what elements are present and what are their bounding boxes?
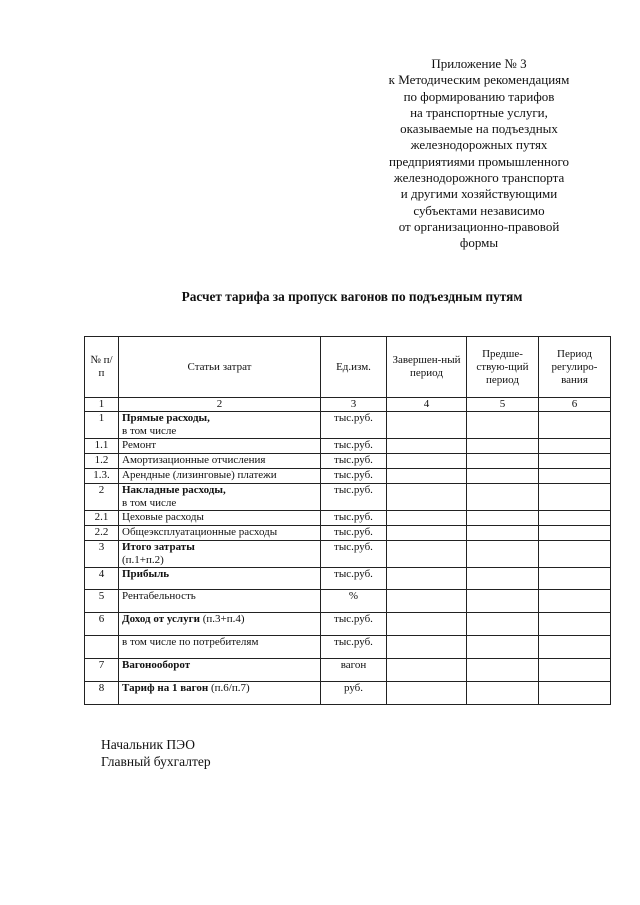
value-cell[interactable] bbox=[387, 526, 467, 541]
row-unit: вагон bbox=[321, 659, 387, 682]
row-unit: руб. bbox=[321, 682, 387, 705]
row-unit: тыс.руб. bbox=[321, 526, 387, 541]
value-cell[interactable] bbox=[539, 682, 611, 705]
value-cell[interactable] bbox=[387, 541, 467, 568]
row-num: 1 bbox=[85, 412, 119, 439]
column-number: 3 bbox=[321, 398, 387, 412]
row-item bbox=[119, 613, 321, 636]
value-cell[interactable] bbox=[387, 439, 467, 454]
row-item bbox=[119, 484, 321, 511]
value-cell[interactable] bbox=[467, 526, 539, 541]
document-title: Расчет тарифа за пропуск вагонов по подъездным путям bbox=[181, 289, 523, 304]
value-cell[interactable] bbox=[467, 659, 539, 682]
value-cell[interactable] bbox=[467, 636, 539, 659]
row-unit: тыс.руб. bbox=[321, 454, 387, 469]
row-item-sub: в том числе bbox=[122, 497, 177, 509]
row-num: 1.2 bbox=[85, 454, 119, 469]
appendix-line: по формированию тарифов bbox=[403, 88, 555, 104]
value-cell[interactable] bbox=[467, 412, 539, 439]
column-number: 2 bbox=[119, 398, 321, 412]
value-cell[interactable] bbox=[387, 469, 467, 484]
row-num: 7 bbox=[85, 659, 119, 682]
row-num: 4 bbox=[85, 568, 119, 590]
value-cell[interactable] bbox=[387, 454, 467, 469]
appendix-line: от организационно-правовой bbox=[398, 218, 560, 234]
appendix-line: на транспортные услуги, bbox=[410, 104, 548, 120]
value-cell[interactable] bbox=[467, 484, 539, 511]
value-cell[interactable] bbox=[467, 469, 539, 484]
row-unit: тыс.руб. bbox=[321, 511, 387, 526]
table-row bbox=[85, 454, 611, 469]
appendix-line: к Методическим рекомендациям bbox=[388, 72, 570, 88]
value-cell[interactable] bbox=[539, 613, 611, 636]
row-item-label: Арендные (лизинговые) платежи bbox=[119, 469, 321, 484]
row-item bbox=[119, 541, 321, 568]
appendix-line: формы bbox=[459, 235, 499, 251]
value-cell[interactable] bbox=[539, 484, 611, 511]
table-row bbox=[85, 511, 611, 526]
column-number: 1 bbox=[85, 398, 119, 412]
row-item-label: в том числе по потребителям bbox=[119, 636, 321, 659]
value-cell[interactable] bbox=[467, 511, 539, 526]
table-row bbox=[85, 439, 611, 454]
header-previous: Предше-ствую-щий период bbox=[467, 337, 539, 398]
row-item-suffix: (п.3+п.4) bbox=[199, 613, 245, 625]
value-cell[interactable] bbox=[387, 613, 467, 636]
row-num: 3 bbox=[85, 541, 119, 568]
row-num: 2.1 bbox=[85, 511, 119, 526]
value-cell[interactable] bbox=[539, 454, 611, 469]
value-cell[interactable] bbox=[539, 526, 611, 541]
value-cell[interactable] bbox=[539, 659, 611, 682]
appendix-header bbox=[350, 56, 608, 252]
row-item-label: Ремонт bbox=[119, 439, 321, 454]
signature-head-peo: Начальник ПЭО bbox=[101, 737, 195, 752]
table-row bbox=[85, 613, 611, 636]
table-row bbox=[85, 526, 611, 541]
row-item-suffix: (п.6/п.7) bbox=[208, 682, 250, 694]
table-row bbox=[85, 590, 611, 613]
value-cell[interactable] bbox=[387, 511, 467, 526]
row-item-label: Вагонооборот bbox=[119, 659, 321, 682]
header-regulation: Период регулиро-вания bbox=[539, 337, 611, 398]
header-num: № п/п bbox=[85, 337, 119, 398]
value-cell[interactable] bbox=[467, 454, 539, 469]
value-cell[interactable] bbox=[467, 568, 539, 590]
value-cell[interactable] bbox=[539, 541, 611, 568]
row-unit: тыс.руб. bbox=[321, 636, 387, 659]
row-item-label: Цеховые расходы bbox=[119, 511, 321, 526]
row-num: 2 bbox=[85, 484, 119, 511]
row-num: 2.2 bbox=[85, 526, 119, 541]
table-row bbox=[85, 484, 611, 511]
row-num: 5 bbox=[85, 590, 119, 613]
value-cell[interactable] bbox=[387, 659, 467, 682]
value-cell[interactable] bbox=[539, 439, 611, 454]
value-cell[interactable] bbox=[467, 439, 539, 454]
value-cell[interactable] bbox=[539, 412, 611, 439]
table-row bbox=[85, 568, 611, 590]
row-item-label: Тариф на 1 вагон bbox=[122, 682, 209, 694]
column-number: 5 bbox=[467, 398, 539, 412]
table-row bbox=[85, 659, 611, 682]
row-item-label: Рентабельность bbox=[119, 590, 321, 613]
row-unit: тыс.руб. bbox=[321, 439, 387, 454]
row-item-label: Накладные расходы, bbox=[122, 484, 226, 496]
row-num: 6 bbox=[85, 613, 119, 636]
tariff-table bbox=[84, 336, 611, 705]
row-item-sub: (п.1+п.2) bbox=[122, 554, 164, 566]
value-cell[interactable] bbox=[467, 541, 539, 568]
header-unit: Ед.изм. bbox=[321, 337, 387, 398]
table-row bbox=[85, 636, 611, 659]
table-header-row bbox=[85, 337, 611, 398]
appendix-line: железнодорожных путях bbox=[410, 137, 548, 153]
table-row bbox=[85, 541, 611, 568]
row-unit: тыс.руб. bbox=[321, 469, 387, 484]
header-item: Статьи затрат bbox=[119, 337, 321, 398]
row-num: 1.1 bbox=[85, 439, 119, 454]
row-item-label: Прибыль bbox=[119, 568, 321, 590]
row-unit: тыс.руб. bbox=[321, 613, 387, 636]
value-cell[interactable] bbox=[539, 590, 611, 613]
value-cell[interactable] bbox=[467, 590, 539, 613]
row-item bbox=[119, 682, 321, 705]
signature-chief-accountant: Главный бухгалтер bbox=[101, 754, 211, 769]
appendix-line: железнодорожного транспорта bbox=[393, 170, 565, 186]
row-item-label: Итого затраты bbox=[122, 541, 195, 553]
row-item bbox=[119, 412, 321, 439]
header-completed: Завершен-ный период bbox=[387, 337, 467, 398]
column-number: 4 bbox=[387, 398, 467, 412]
row-num: 1.3. bbox=[85, 469, 119, 484]
row-item-sub: в том числе bbox=[122, 425, 177, 437]
row-num bbox=[85, 636, 119, 659]
value-cell[interactable] bbox=[387, 484, 467, 511]
value-cell[interactable] bbox=[387, 568, 467, 590]
value-cell[interactable] bbox=[539, 636, 611, 659]
value-cell[interactable] bbox=[467, 613, 539, 636]
row-unit: % bbox=[321, 590, 387, 613]
row-item-label: Прямые расходы, bbox=[122, 412, 210, 424]
column-number-row bbox=[85, 398, 611, 412]
signatures bbox=[101, 736, 211, 770]
row-item-label: Доход от услуги bbox=[122, 613, 200, 625]
value-cell[interactable] bbox=[539, 511, 611, 526]
value-cell[interactable] bbox=[387, 636, 467, 659]
table-row bbox=[85, 469, 611, 484]
row-num: 8 bbox=[85, 682, 119, 705]
value-cell[interactable] bbox=[387, 412, 467, 439]
appendix-line: оказываемые на подъездных bbox=[400, 121, 558, 137]
row-unit: тыс.руб. bbox=[321, 568, 387, 590]
appendix-line: предприятиями промышленного bbox=[389, 153, 569, 169]
table-row bbox=[85, 682, 611, 705]
row-item-label: Общеэксплуатационные расходы bbox=[119, 526, 321, 541]
value-cell[interactable] bbox=[387, 682, 467, 705]
row-unit: тыс.руб. bbox=[321, 541, 387, 568]
row-item-label: Амортизационные отчисления bbox=[119, 454, 321, 469]
appendix-line: Приложение № 3 bbox=[431, 56, 527, 71]
table-row bbox=[85, 412, 611, 439]
row-unit: тыс.руб. bbox=[321, 484, 387, 511]
appendix-line: субъектами независимо bbox=[413, 202, 545, 218]
appendix-line: и другими хозяйствующими bbox=[400, 186, 558, 202]
row-unit: тыс.руб. bbox=[321, 412, 387, 439]
value-cell[interactable] bbox=[387, 590, 467, 613]
value-cell[interactable] bbox=[539, 469, 611, 484]
value-cell[interactable] bbox=[539, 568, 611, 590]
value-cell[interactable] bbox=[467, 682, 539, 705]
column-number: 6 bbox=[539, 398, 611, 412]
